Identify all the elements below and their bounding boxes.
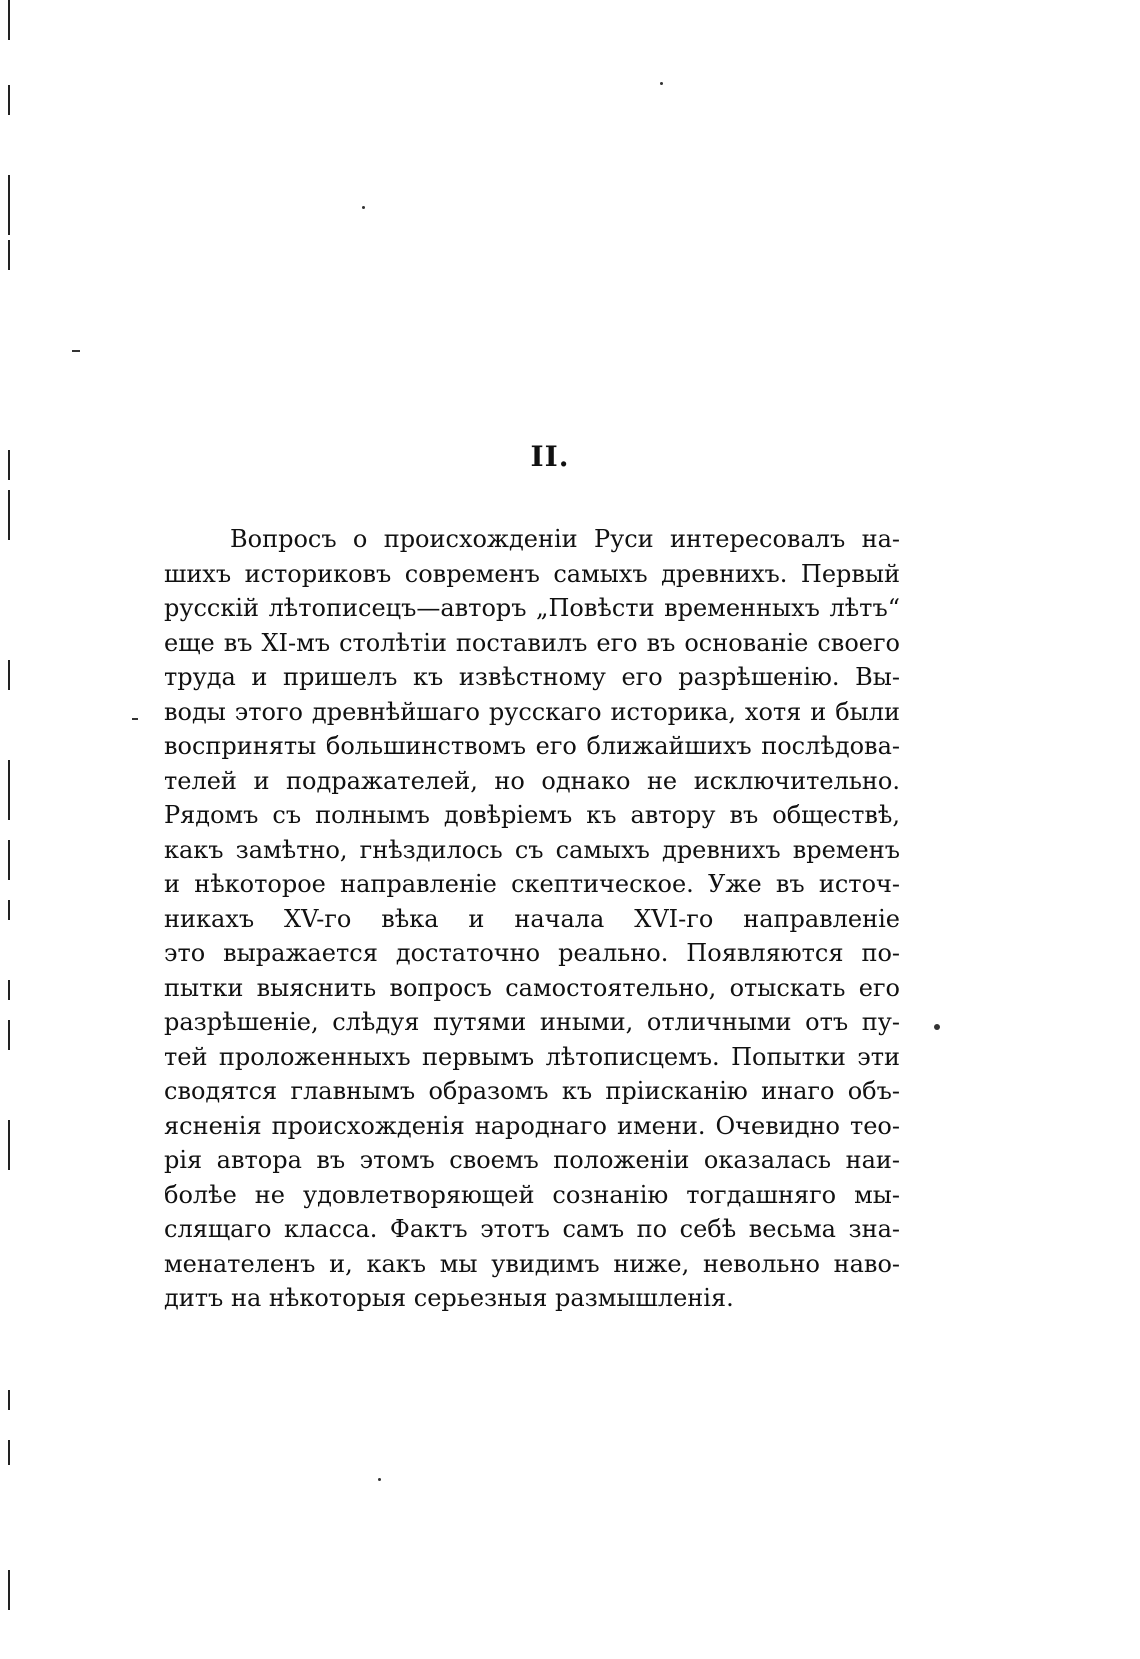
scan-edge-mark (8, 1440, 10, 1465)
text-line: русскій лѣтописецъ—авторъ „Повѣсти временныхъ лѣтъ“ (164, 594, 900, 622)
scan-edge-mark (8, 1570, 10, 1610)
text-line: и нѣкоторое направленіе скептическое. Уже въ источ- (164, 870, 900, 898)
ink-speck (72, 350, 80, 352)
scan-edge-mark (8, 240, 10, 270)
ink-speck (378, 1478, 381, 1481)
text-line: пытки выяснить вопросъ самостоятельно, отыскать его (164, 973, 900, 1002)
text-line: еще въ XI-мъ столѣтіи поставилъ его въ основаніе своего (164, 628, 900, 657)
text-line: ясненія происхожденія народнаго имени. Очевидно тео- (164, 1111, 900, 1140)
text-line: слящаго класса. Фактъ этотъ самъ по себѣ весьма зна- (164, 1215, 900, 1243)
scan-edge-mark (8, 760, 10, 820)
scan-edge-mark (8, 840, 10, 880)
text-line: какъ замѣтно, гнѣздилось съ самыхъ древнихъ временъ (164, 835, 900, 864)
ink-speck (934, 1024, 940, 1030)
text-line: менателенъ и, какъ мы увидимъ ниже, невольно наво- (164, 1249, 900, 1278)
scan-edge-mark (8, 175, 10, 235)
scan-edge-mark (8, 1020, 10, 1050)
text-line: телей и подражателей, но однако не исключительно. (164, 766, 900, 795)
text-line: никахъ XV-го вѣка и начала XVI-го направленіе (164, 904, 900, 933)
scan-edge-mark (8, 490, 10, 540)
text-line: Рядомъ съ полнымъ довѣріемъ къ автору въ обществѣ, (164, 801, 900, 829)
ink-speck (362, 206, 365, 209)
text-line: сводятся главнымъ образомъ къ прiисканію инаго объ- (164, 1077, 900, 1105)
paragraph (164, 522, 900, 1316)
scan-edge-mark (8, 900, 10, 920)
text-line: шихъ историковъ современъ самыхъ древнихъ. Первый (164, 559, 900, 588)
text-line: тей проложенныхъ первымъ лѣтописцемъ. Попытки эти (164, 1042, 900, 1071)
text-line: Вопросъ о происхожденіи Руси интересовалъ на- (230, 525, 900, 553)
ink-speck (132, 718, 138, 720)
text-line: разрѣшеніе, слѣдуя путями иными, отличными отъ пу- (164, 1008, 900, 1036)
scan-edge-mark (8, 1120, 10, 1170)
text-line: труда и пришелъ къ извѣстному его разрѣшенію. Вы- (164, 663, 900, 691)
scan-edge-mark (8, 0, 10, 40)
text-line: рія автора въ этомъ своемъ положеніи оказалась наи- (164, 1146, 900, 1174)
scan-edge-mark (8, 980, 10, 1000)
scan-edge-mark (8, 1390, 10, 1410)
ink-speck (660, 82, 663, 85)
text-line: дитъ на нѣкоторыя серьезныя размышленія. (164, 1284, 734, 1312)
text-line: воды этого древнѣйшаго русскаго историка, хотя и были (164, 697, 900, 726)
text-line: это выражается достаточно реально. Появляются по- (164, 939, 900, 967)
chapter-number: II. (530, 440, 570, 473)
text-line: восприняты большинствомъ его ближайшихъ послѣдова- (164, 732, 900, 760)
scan-edge-mark (8, 660, 10, 690)
scan-edge-mark (8, 85, 10, 115)
text-line: болѣе не удовлетворяющей сознанію тогдашняго мы- (164, 1180, 900, 1209)
